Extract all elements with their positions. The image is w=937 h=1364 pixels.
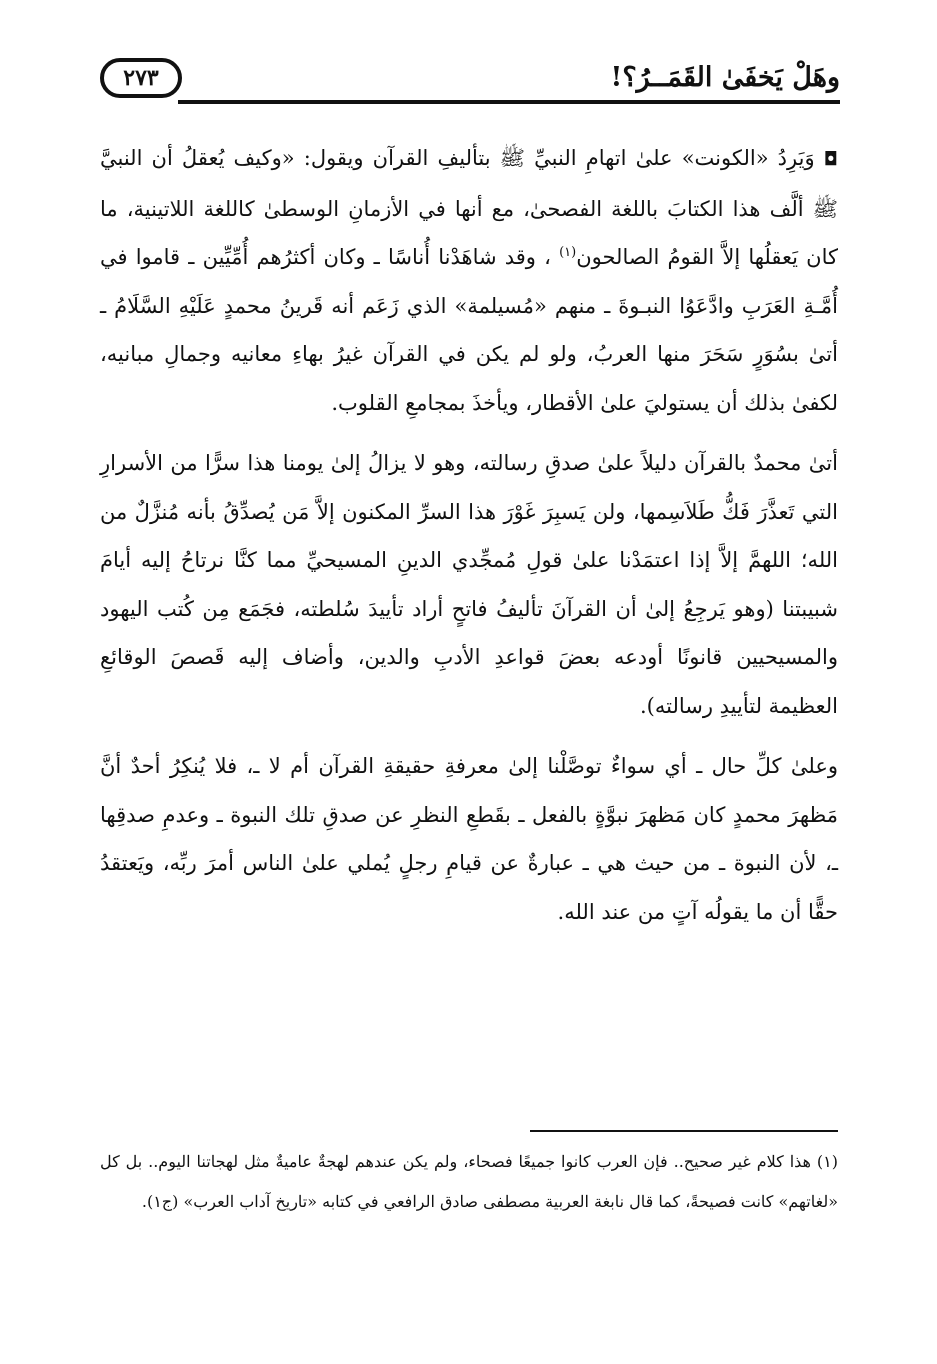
footnote-reference[interactable]: (١)	[559, 245, 577, 260]
page-header	[100, 56, 840, 118]
paragraph-3: وعلىٰ كلِّ حال ـ أي سواءٌ توصَّلْنا إلىٰ معرفةِ حقيقةِ القرآن أم لا ـ، فلا يُنكِرُ أحدٌ أنَّ مَظهرَ محمدٍ كان مَظهرَ نبوَّةٍ بالفعل ـ بقَطعِ النظرِ عن صدقِ تلك النبوة ـ وعدمِ صدقِها ـ، لأن النبوة ـ من حيث هي ـ عبارةٌ عن قيامِ رجلٍ يُملي علىٰ الناس أمرَ ربِّه، ويَعتقدُ حقًّا أن ما يقولُه آتٍ من عند الله.	[100, 754, 838, 924]
header-rule	[178, 100, 840, 104]
footnote-text: هذا كلام غير صحيح.. فإن العرب كانوا جميعًا فصحاء، ولم يكن عندهم لهجةٌ عاميةٌ مثل لهجاتنا اليوم.. بل كل «لغاتهم» كانت فصيحةً، كما قال نابغة العربية مصطفى صادق الرافعي في كتابه «تاريخ آداب العرب» (ج١).	[100, 1152, 838, 1211]
paragraph-1-text-continued: ، وقد شاهَدْنا أُناسًا ـ وكان أكثرُهم أُمِّيِّين ـ قاموا في أُمَّـةِ العَرَبِ وادَّعَوُا النبـوةَ ـ منهم «مُسيلمة» الذي زَعَم أنه قَرينُ محمدٍ عَلَيْهِ السَّلَامُ ـ أتىٰ بسُوَرٍ سَحَرَ منها العربُ، ولو لم يكن في القرآن غيرُ بهاءِ معانيه وجمالِ مبانيه، لكفىٰ بذلك أن يستوليَ علىٰ الأقطار، ويأخذَ بمجامعِ القلوب.	[100, 245, 838, 415]
paragraph-2: أتىٰ محمدٌ بالقرآن دليلاً علىٰ صدقِ رسالته، وهو لا يزالُ إلىٰ يومنا هذا سرًّا من الأسرارِ التي تَعذَّرَ فَكُّ طَلاَسِمها، ولن يَسبِرَ غَوْرَ هذا السرِّ المكنون إلاَّ مَن يُصدِّقُ بأنه مُنزَّلٌ من الله؛ اللهمَّ إلاَّ إذا اعتمَدْنا علىٰ قولِ مُمجِّدي الدينِ المسيحيِّ مما كنَّا نرتاحُ إليه أيامَ شبيبتنا (وهو يَرجِعُ إلىٰ أن القرآنَ تأليفُ فاتحٍ أراد تأييدَ سُلطته، فجَمَع مِن كُتب اليهود والمسيحيين قانونًا أودعه بعضَ قواعدِ الأدبِ والدين، وأضاف إليه قَصصَ الوقائعِ العظيمة لتأييدِ رسالته).	[100, 451, 838, 718]
running-title: وهَلْ يَخفَىٰ القَمَــرُ؟!	[610, 62, 840, 93]
page-number: ٢٧٣	[100, 58, 182, 98]
paragraph-1	[100, 134, 838, 427]
paragraph-1-text: وَيَرِدُ «الكونت» علىٰ اتهامِ النبيِّ ﷺ بتأليفِ القرآن ويقول: «وكيف يُعقلُ أن النبيَّ ﷺ ألَّف هذا الكتابَ باللغة الفصحىٰ، مع أنها في الأزمانِ الوسطىٰ كاللغة اللاتينية، ما كان يَعقلُها إلاَّ القومُ الصالحون	[100, 146, 838, 269]
body-text	[100, 134, 838, 948]
footnote-marker: (١)	[816, 1152, 838, 1171]
bullet-mark: ◘	[823, 149, 838, 170]
footnote	[100, 1142, 838, 1222]
footnote-rule	[530, 1130, 838, 1132]
